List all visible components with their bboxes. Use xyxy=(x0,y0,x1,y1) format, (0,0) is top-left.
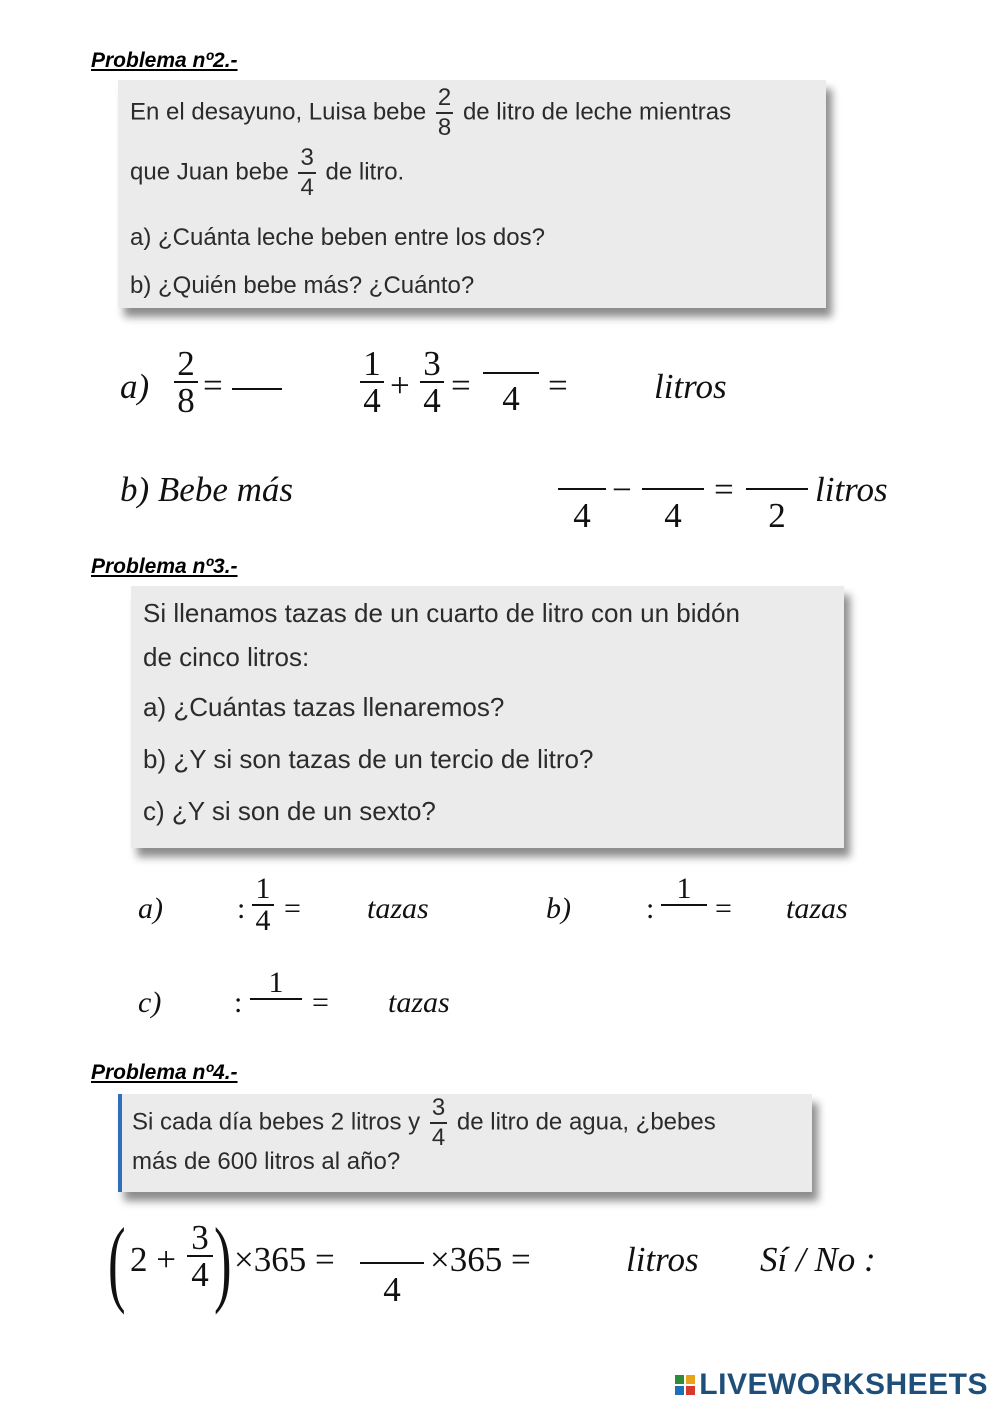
problem4-line2: más de 600 litros al año? xyxy=(132,1148,401,1175)
answer-blank-line xyxy=(232,388,282,390)
problem2-answer-a-unit: litros xyxy=(654,367,727,406)
denominator: 4 xyxy=(300,174,314,201)
equals-sign: = xyxy=(451,366,471,405)
numerator: 1 xyxy=(676,872,692,905)
problem2-text: En el desayuno, Luisa bebe xyxy=(130,98,427,126)
numerator: 3 xyxy=(191,1218,209,1257)
numerator: 2 xyxy=(177,344,195,383)
fraction-3-4 xyxy=(298,146,315,200)
problem2-question-b: b) ¿Quién bebe más? ¿Cuánto? xyxy=(130,272,475,299)
answer-b-fraction-3 xyxy=(746,488,808,533)
problem2-answer-b-unit: litros xyxy=(815,470,888,509)
liveworksheets-logo xyxy=(675,1368,988,1402)
equation-blank-fraction xyxy=(360,1262,424,1307)
numerator: 1 xyxy=(363,344,381,383)
problem3-question-c: c) ¿Y si son de un sexto? xyxy=(143,796,436,826)
problem3-question-a: a) ¿Cuántas tazas llenaremos? xyxy=(143,692,505,722)
equals-sign: = xyxy=(715,892,732,925)
numerator: 3 xyxy=(423,344,441,383)
fraction-3-4 xyxy=(430,1096,447,1150)
problem3-unit: tazas xyxy=(367,892,429,925)
problem3-line1: Si llenamos tazas de un cuarto de litro con un bidón xyxy=(143,598,740,628)
problem3-answer-a-label: a) xyxy=(138,892,163,925)
problem4-text: de litro de agua, ¿bebes xyxy=(456,1108,716,1136)
problem4-unit: litros xyxy=(626,1240,699,1279)
problem3-question-b: b) ¿Y si son tazas de un tercio de litro? xyxy=(143,744,594,774)
numerator: 1 xyxy=(255,872,271,905)
denominator: 2 xyxy=(768,496,786,535)
problem2-line2 xyxy=(130,146,404,200)
problem4-text: Si cada día bebes 2 litros y xyxy=(132,1108,421,1136)
minus-sign: − xyxy=(612,470,632,509)
equals-sign: = xyxy=(312,986,329,1019)
equals-sign: = xyxy=(203,366,223,405)
denominator: 4 xyxy=(383,1270,401,1309)
times-365-equals: ×365 = xyxy=(234,1240,335,1279)
answer-fraction-3-4 xyxy=(420,346,444,418)
equation-fraction-3-4 xyxy=(187,1220,213,1292)
division-sign: : xyxy=(646,892,655,925)
answer-fraction-1-4 xyxy=(252,874,274,936)
problem2-text: de litro de leche mientras xyxy=(462,98,732,126)
logo-text: LIVEWORKSHEETS xyxy=(699,1368,988,1401)
denominator: 4 xyxy=(431,1124,446,1151)
problem2-text: que Juan bebe xyxy=(130,158,289,186)
equals-sign: = xyxy=(714,470,734,509)
left-parenthesis: ( xyxy=(108,1208,126,1315)
problem3-unit: tazas xyxy=(786,892,848,925)
problem2-line1 xyxy=(130,86,731,140)
problem3-answer-b-label: b) xyxy=(546,892,571,925)
problem3-unit: tazas xyxy=(388,986,450,1019)
times-365-equals: ×365 = xyxy=(430,1240,531,1279)
problem4-line1 xyxy=(132,1096,716,1150)
fraction-2-8 xyxy=(436,86,453,140)
problem3-line2: de cinco litros: xyxy=(143,642,310,672)
division-sign: : xyxy=(237,892,246,925)
problem3-answer-c-label: c) xyxy=(138,986,162,1019)
answer-blank-fraction-c xyxy=(250,968,302,1000)
denominator: 4 xyxy=(502,379,520,418)
problem2-question-a: a) ¿Cuánta leche beben entre los dos? xyxy=(130,224,545,251)
answer-b-fraction-2 xyxy=(642,488,704,533)
answer-fraction-2-8 xyxy=(174,346,198,418)
division-sign: : xyxy=(234,986,243,1019)
problem2-text: de litro. xyxy=(325,158,405,186)
problem4-statement-card xyxy=(118,1094,812,1192)
problem3-heading: Problema nº3.- xyxy=(91,555,238,578)
logo-icon xyxy=(675,1375,695,1395)
two-plus: 2 + xyxy=(130,1240,176,1279)
problem2-statement-card xyxy=(118,80,826,308)
right-parenthesis: ) xyxy=(214,1208,232,1315)
equals-sign: = xyxy=(548,366,568,405)
problem4-heading: Problema nº4.- xyxy=(91,1061,238,1084)
problem2-answer-b-label: b) Bebe más xyxy=(120,470,294,509)
denominator: 4 xyxy=(191,1255,209,1294)
denominator: 4 xyxy=(573,496,591,535)
answer-blank-fraction-b xyxy=(661,874,707,906)
numerator: 3 xyxy=(298,146,315,174)
problem2-answer-a-label: a) xyxy=(120,367,150,406)
numerator: 1 xyxy=(268,966,284,999)
problem2-heading: Problema nº2.- xyxy=(91,49,238,72)
numerator: 3 xyxy=(430,1096,447,1124)
denominator: 4 xyxy=(664,496,682,535)
answer-b-fraction-1 xyxy=(558,488,606,533)
equals-sign: = xyxy=(284,892,301,925)
plus-sign: + xyxy=(390,366,410,405)
denominator: 8 xyxy=(177,381,195,420)
answer-fraction-1-4 xyxy=(360,346,384,418)
problem3-statement-card xyxy=(131,586,844,848)
denominator: 8 xyxy=(437,114,452,141)
answer-blank-fraction xyxy=(483,372,539,416)
denominator: 4 xyxy=(255,904,271,937)
yes-no-label: Sí / No : xyxy=(760,1240,876,1279)
denominator: 4 xyxy=(423,381,441,420)
denominator: 4 xyxy=(363,381,381,420)
numerator: 2 xyxy=(436,86,453,114)
